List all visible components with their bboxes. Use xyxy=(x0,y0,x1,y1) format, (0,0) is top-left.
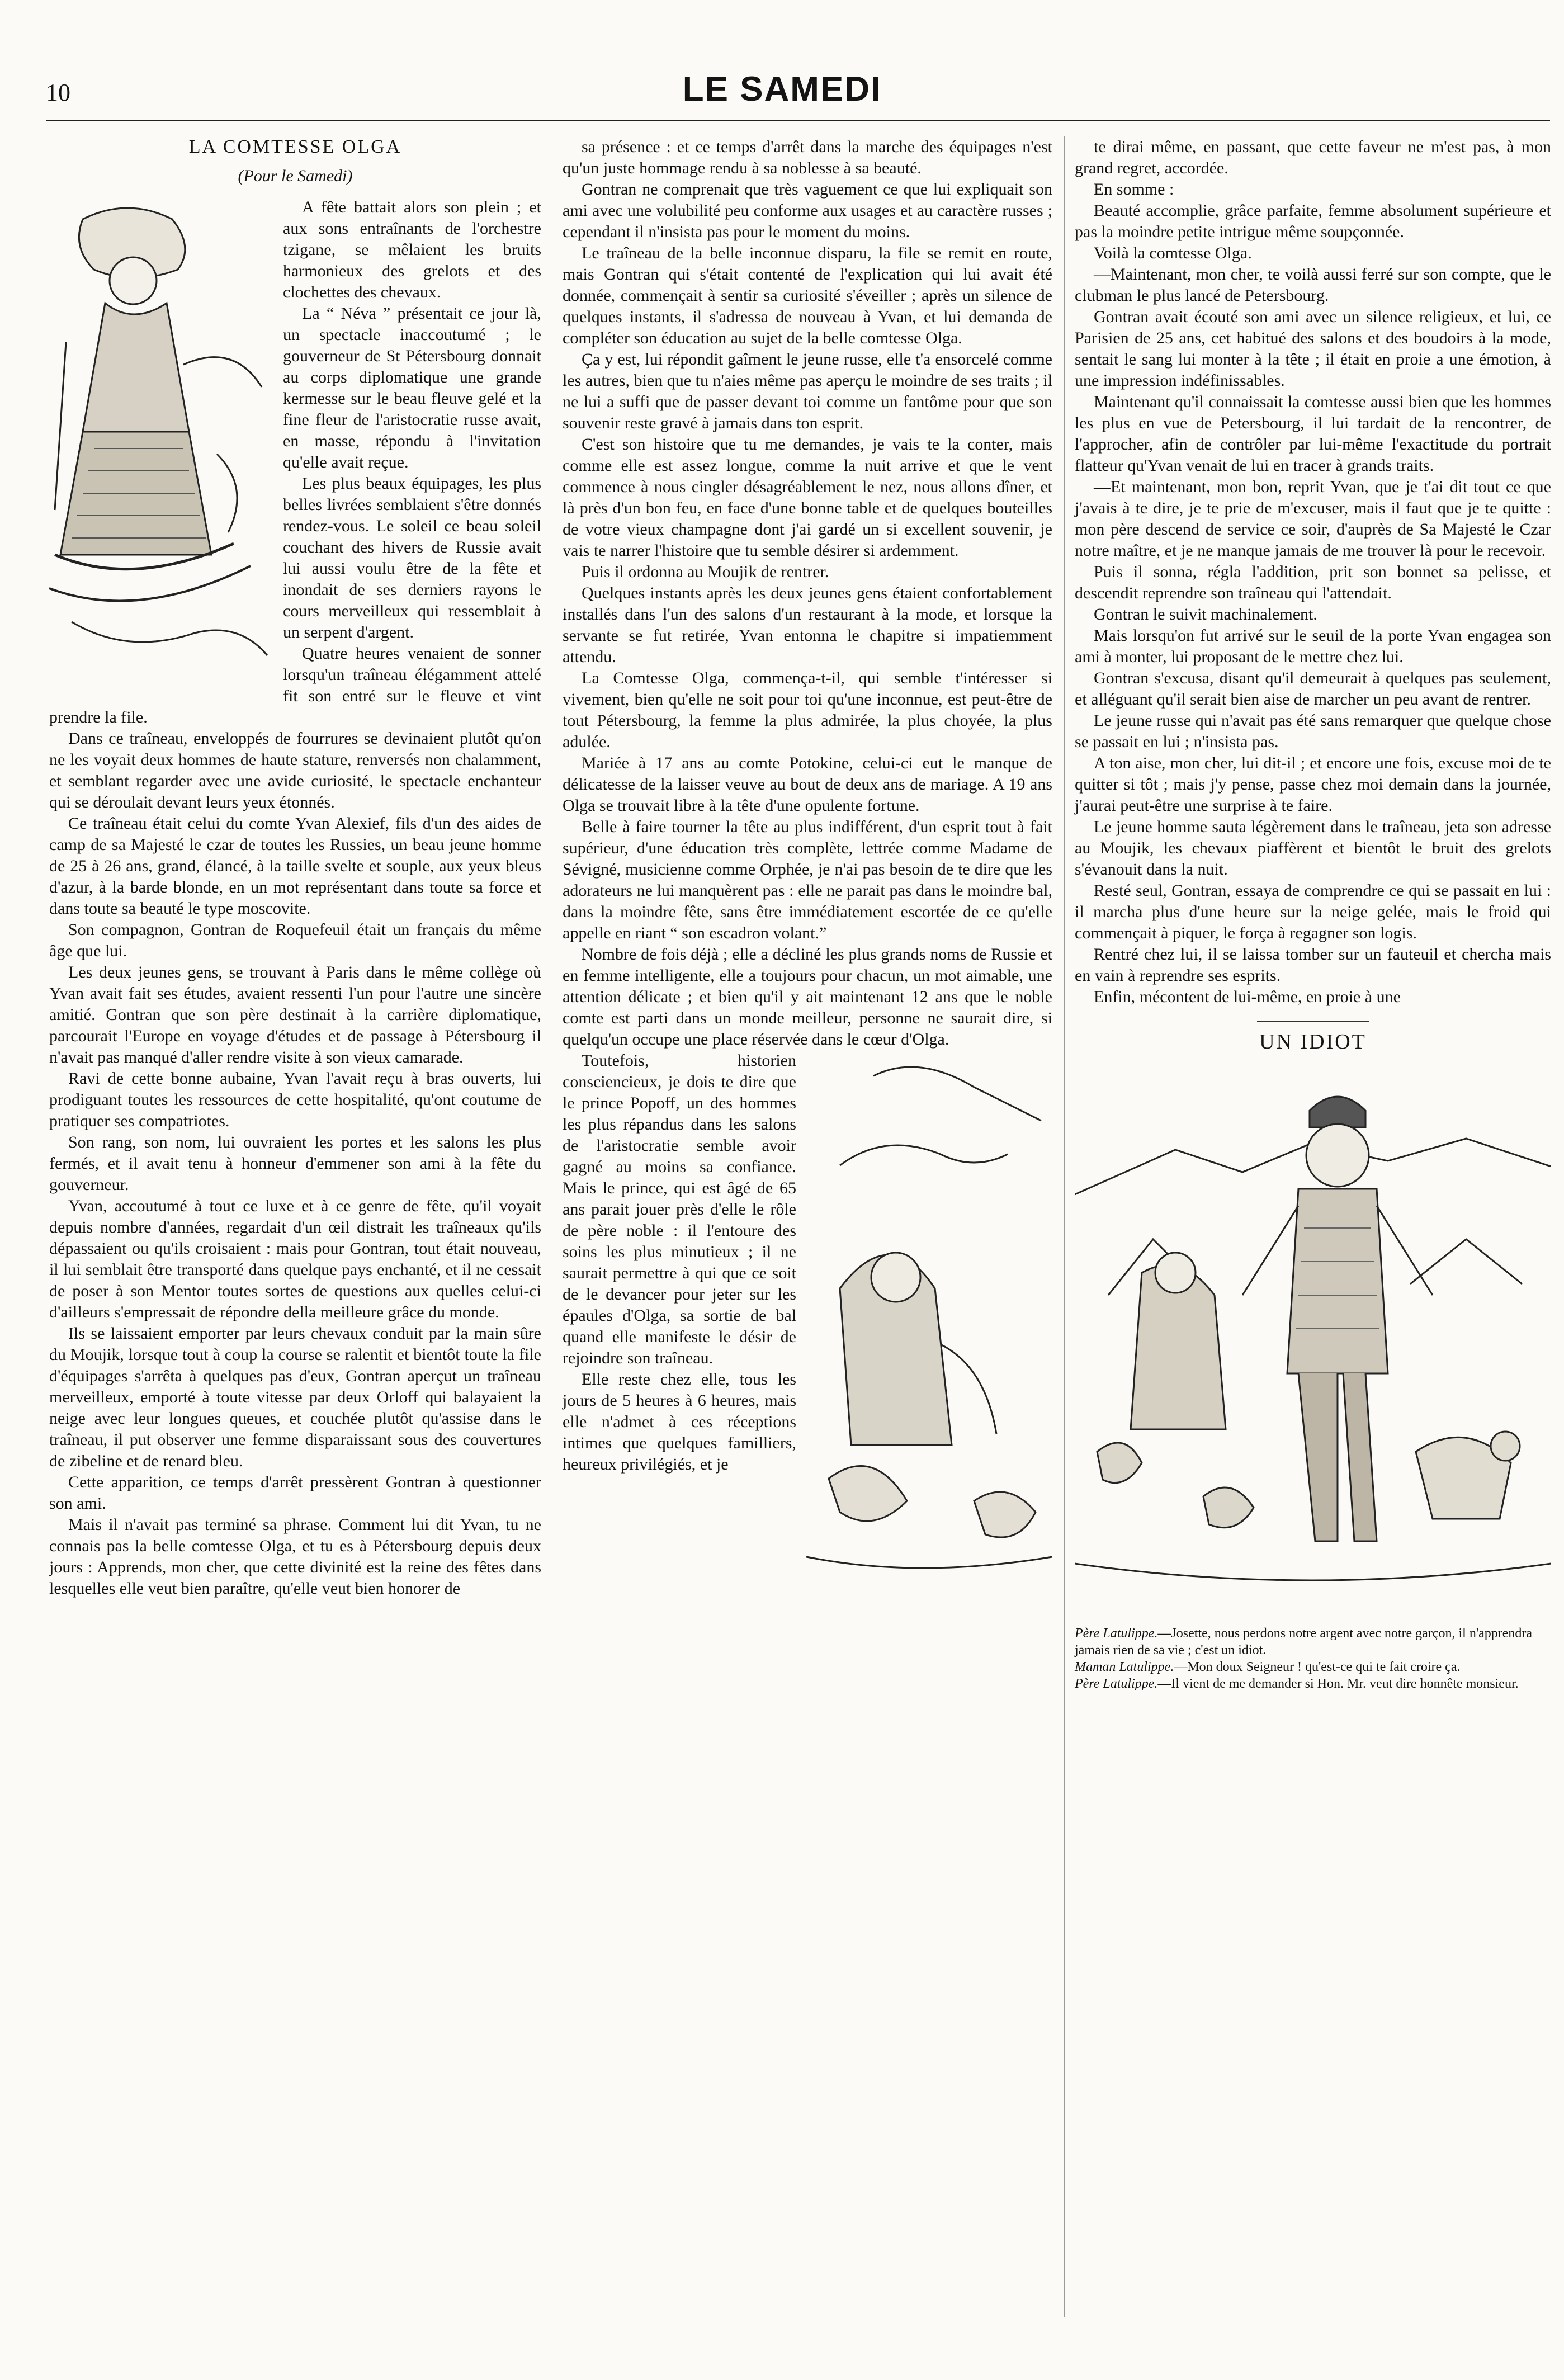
paragraph: A ton aise, mon cher, lui dit-il ; et encore une fois, excuse moi de te quitter si tôt ; mais j'y pense, passe chez moi demain dans la journée, j'aurai peut-être une surprise à te faire. xyxy=(1075,754,1551,815)
paragraph: Ravi de cette bonne aubaine, Yvan l'avait reçu à bras ouverts, lui prodiguant toutes les ressources de cette hospitalité, qu'ont coutume de pratiquer ses compatriotes. xyxy=(49,1069,541,1130)
paragraph: sa présence : et ce temps d'arrêt dans la marche des équipages n'est qu'un juste hommage rendu à sa noblesse à sa beauté. xyxy=(563,138,1052,177)
paragraph: Rentré chez lui, il se laissa tomber sur un fauteuil et chercha mais en vain à reprendre ses esprits. xyxy=(1075,945,1551,985)
paragraph: Gontran ne comprenait que très vaguement ce que lui expliquait son ami avec une volubilité peu conforme aux usages et au caractère russes ; cependant il n'insista pas pour le moment du moins. xyxy=(563,180,1052,241)
paragraph: Dans ce traîneau, enveloppés de fourrures se devinaient plutôt qu'on ne les voyait deux hommes de haute stature, renversés non chalamment, et semblant regarder avec une avide curiosité, le spectacle enchanteur qui se déroulait devant leurs yeux étonnés. xyxy=(49,729,541,811)
illustration-woman-sleigh xyxy=(49,197,273,700)
column-divider xyxy=(1064,136,1065,2317)
article-byline: (Pour le Samedi) xyxy=(238,167,353,185)
paragraph: Toutefois, historien consciencieux, je dois te dire que le prince Popoff, un des hommes les plus répandus dans les salons de l'aristocratie semble avoir gagné au moins sa confiance. Mais le prince, qui est âgé de 65 ans parait jouer près d'elle le rôle de père noble : il l'entoure des soins les plus minutieux ; il ne saurait permettre à qui que ce soit de le devancer pour jeter sur les épaules d'Olga, sa sortie de bal quand elle manifeste le désir de rejoindre son traîneau. xyxy=(563,1051,796,1367)
article-title: LA COMTESSE OLGA xyxy=(188,136,402,157)
paragraph: Le traîneau de la belle inconnue disparu, la file se remit en route, mais Gontran qui s'était contenté de l'explication qui lui avait été donnée, commençait à sentir sa curiosité s'éveiller ; après un silence de quelques instants, il s'adressa de nouveau à Yvan, et lui demanda de compléter son éducation au sujet de la belle comtesse Olga. xyxy=(563,244,1052,347)
paragraph: Quatre heures venaient de sonner lorsqu'un traîneau élégamment attelé fit son entré sur le fleuve et vint prendre la file. xyxy=(49,644,541,726)
paragraph: Gontran le suivit machinalement. xyxy=(1094,605,1317,624)
caption-speaker: Père Latulippe. xyxy=(1075,1677,1158,1691)
paragraph: Yvan, accoutumé à tout ce luxe et à ce genre de fête, qu'il voyait depuis nombre d'années, regardait d'un œil distrait les traîneaux qu'ils dépassaient ou qu'ils croisaient : mais pour Gontran, tout était nouveau, il lui semblait être transporté dans quelque pays enchanté, et il ne cessait de poser à son Mentor toutes sortes de questions aux quelles celui-ci d'ailleurs s'empressait de répondre della meilleure grâce du monde. xyxy=(49,1197,541,1321)
column-3 xyxy=(1075,136,1551,1692)
paragraph: Nombre de fois déjà ; elle a décliné les plus grands noms de Russie et en femme intelligente, elle a toujours pour chacun, un mot aimable, une attention délicate ; et bien qu'il y ait maintenant 12 ans que le noble comte est parti dans un monde meilleur, personne ne saurait dire, si quelqu'un occupe une place réservée dans le cœur d'Olga. xyxy=(563,945,1052,1049)
caption-line xyxy=(1075,1675,1551,1692)
paragraph: Les deux jeunes gens, se trouvant à Paris dans le même collège où Yvan avait fait ses études, avaient ressenti l'un pour l'autre une sincère amitié. Gontran que son père destinait à la carrière diplomatique, parcourait l'Europe en voyage d'études et de passage à Pétersbourg il n'avait pas manqué d'aller rendre visite à son vieux camarade. xyxy=(49,963,541,1066)
masthead: LE SAMEDI xyxy=(682,70,882,108)
paragraph: La Comtesse Olga, commença-t-il, qui semble t'intéresser si vivement, bien qu'elle ne soit pour toi qu'une inconnue, est peut-être de tout Pétersbourg, la femme la plus admirée, la plus choyée, la plus adulée. xyxy=(563,669,1052,751)
cartoon-illustration xyxy=(1075,1060,1551,1625)
paragraph: Enfin, mécontent de lui-même, en proie à une xyxy=(1094,988,1401,1006)
paragraph: Maintenant qu'il connaissait la comtesse aussi bien que les hommes les plus en vue de Petersbourg, il lui tardait de la rencontrer, de l'approcher, afin de contrôler par lui-même l'exactitude du portrait flatteur qu'Yvan venait de lui en tracer à grands traits. xyxy=(1075,393,1551,475)
paragraph: —Et maintenant, mon bon, reprit Yvan, que je t'ai dit tout ce que j'avais à te dire, je te prie de m'excuser, mais il faut que je te quitte : mon père descend de service ce soir, d'auprès de Sa Majesté le Czar notre maître, et je ne manque jamais de me trouver là pour le recevoir. xyxy=(1075,478,1551,560)
paragraph: Ils se laissaient emporter par leurs chevaux conduit par la main sûre du Moujik, lorsque tout à coup la course se ralentit et bientôt toute la file d'équipages s'arrêta à quelques pas d'eux, Gontran aperçut un traîneau merveilleux, emporté à toute vitesse par deux Orloff qui balayaient la neige avec leur longues queues, et couchée plutôt qu'assise dans le traîneau, il put observer une femme disparaissant sous des couvertures de zibeline et de renard bleu. xyxy=(49,1324,541,1470)
paragraph: Mais il n'avait pas terminé sa phrase. Comment lui dit Yvan, tu ne connais pas la belle comtesse Olga, et tu es à Pétersbourg depuis deux jours : Apprends, mon cher, que cette divinité est la reine des fêtes dans lesquelles elle veut bien paraître, qu'elle veut bien honorer de xyxy=(49,1515,541,1598)
paragraph: Elle reste chez elle, tous les jours de 5 heures à 6 heures, mais elle n'admet à ces réceptions intimes que quelques familliers, heureux privilégiés, et je xyxy=(563,1370,796,1474)
paragraph: Gontran s'excusa, disant qu'il demeurait à quelques pas seulement, et alléguant qu'il serait bien aise de marcher un peu avant de rentrer. xyxy=(1075,669,1551,709)
paragraph: Quelques instants après les deux jeunes gens étaient confortablement installés dans l'un des salons d'un restaurant à la mode, et lorsque la servante se fut retirée, Yvan entonna le chapitre si impatiemment attendu. xyxy=(563,584,1052,666)
illustration-cartoon-left-part xyxy=(806,1054,1052,1602)
paragraph: Son compagnon, Gontran de Roquefeuil était un français du même âge que lui. xyxy=(49,920,541,960)
paragraph: La “ Néva ” présentait ce jour là, un spectacle inaccoutumé ; le gouverneur de St Pétersbourg donnait au corps diplomatique une grande kermesse sur le beau fleuve gelé et la fine fleur de l'aristocratie russe avait, en masse, répondu à l'invitation qu'elle avait reçue. xyxy=(283,304,541,471)
caption-text: —Josette, nous perdons notre argent avec notre garçon, il n'apprendra jamais rien de sa vie ; c'est un idiot. xyxy=(1075,1626,1533,1658)
paragraph: Gontran avait écouté son ami avec un silence religieux, et lui, ce Parisien de 25 ans, cet habitué des salons et des boudoirs à la mode, sentait le sang lui monter à la tête ; il était en proie a une émotion, à une impression indéfinissables. xyxy=(1075,308,1551,390)
caption-speaker: Père Latulippe. xyxy=(1075,1626,1158,1641)
caption-text: —Il vient de me demander si Hon. Mr. veut dire honnête monsieur. xyxy=(1157,1677,1519,1691)
paragraph: En somme : xyxy=(1094,180,1174,199)
paragraph: te dirai même, en passant, que cette faveur ne m'est pas, à mon grand regret, accordée. xyxy=(1075,138,1551,177)
caption-line xyxy=(1075,1659,1551,1675)
paragraph: —Maintenant, mon cher, te voilà aussi ferré sur son compte, que le clubman le plus lancé de Petersbourg. xyxy=(1075,265,1551,305)
paragraph: Voilà la comtesse Olga. xyxy=(1094,244,1252,262)
paragraph: Resté seul, Gontran, essaya de comprendre ce qui se passait en lui : il marcha plus d'une heure sur la neige gelée, mais le froid qui commençait à piquer, le força à regagner son logis. xyxy=(1075,881,1551,942)
caption-line xyxy=(1075,1625,1551,1659)
section-separator xyxy=(1257,1021,1369,1022)
paragraph: Mais lorsqu'on fut arrivé sur le seuil de la porte Yvan engagea son ami à monter, lui proposant de le mettre chez lui. xyxy=(1075,626,1551,666)
paragraph: A fête battait alors son plein ; et aux sons entraînants de l'orchestre tzigane, se mêlaient les bruits harmonieux des grelots et des clochettes des chevaux. xyxy=(283,198,541,301)
paragraph: Le jeune russe qui n'avait pas été sans remarquer que quelque chose se passait en lui ; n'insista pas. xyxy=(1075,711,1551,751)
cartoon-title: UN IDIOT xyxy=(1259,1030,1367,1054)
paragraph: Ça y est, lui répondit gaîment le jeune russe, elle t'a ensorcelé comme les autres, bien que tu n'aies même pas aperçu le moindre de ses traits ; il ne lui a suffi que de passer devant toi comme un fantôme pour que son souvenir reste gravé à jamais dans ton esprit. xyxy=(563,350,1052,432)
page-number: 10 xyxy=(46,79,70,106)
paragraph: Belle à faire tourner la tête au plus indifférent, d'un esprit tout à fait supérieur, d'une éducation très complète, lettrée comme Madame de Sévigné, musicienne comme Orphée, je n'ai pas besoin de te dire que les adorateurs ne lui manquèrent pas : elle ne parait pas dans le moindre bal, dans la moindre fête, sans être immédiatement escortée de ce qu'elle appelle en riant “ son escadron volant.” xyxy=(563,818,1052,942)
paragraph: Puis il sonna, régla l'addition, prit son bonnet sa pelisse, et descendit reprendre son traîneau qui l'attendait. xyxy=(1075,563,1551,602)
column-2 xyxy=(563,136,1052,1605)
paragraph: Puis il ordonna au Moujik de rentrer. xyxy=(582,563,829,581)
paragraph: Cette apparition, ce temps d'arrêt pressèrent Gontran à questionner son ami. xyxy=(49,1473,541,1513)
caption-speaker: Maman Latulippe. xyxy=(1075,1660,1174,1674)
paragraph: Son rang, son nom, lui ouvraient les portes et les salons les plus fermés, et il avait tenu à honneur d'emmener son ami à la fête du gouverneur. xyxy=(49,1133,541,1194)
caption-text: —Mon doux Seigneur ! qu'est-ce qui te fait croire ça. xyxy=(1174,1660,1461,1674)
paragraph: Les plus beaux équipages, les plus belles livrées semblaient s'être donnés rendez-vous. Le soleil ce beau soleil couchant des hivers de Russie avait lui aussi voulu être de la fête et inondait de ses derniers rayons le cours merveilleux qui ressemblait à un serpent d'argent. xyxy=(283,474,541,641)
paragraph: Le jeune homme sauta légèrement dans le traîneau, jeta son adresse au Moujik, les chevaux piaffèrent et bientôt le bruit des grelots s'évanouit dans la nuit. xyxy=(1075,818,1551,879)
paragraph: Mariée à 17 ans au comte Potokine, celui-ci eut le manque de délicatesse de la laisser veuve au bout de deux ans de mariage. A 19 ans Olga se trouvait libre à la tête d'une opulente fortune. xyxy=(563,754,1052,815)
column-1 xyxy=(49,136,541,1599)
header-rule xyxy=(46,120,1550,121)
paragraph: Ce traîneau était celui du comte Yvan Alexief, fils d'un des aides de camp de sa Majesté le czar de toutes les Russies, un beau jeune homme de 25 à 26 ans, grand, élancé, à la taille svelte et souple, aux yeux bleus d'azur, à la barde blonde, en un mot représentant dans toute sa force et dans toute sa beauté le type moscovite. xyxy=(49,814,541,918)
paragraph: C'est son histoire que tu me demandes, je vais te la conter, mais comme elle est assez longue, comme la nuit arrive et que le vent commence à nous cingler désagréablement le nez, nous allons dîner, et là près d'un bon feu, en face d'une bonne table et de quelques bouteilles de votre vieux champagne dont j'ai gardé un si excellent souvenir, je vais te narrer l'histoire que tu semble désirer si ardemment. xyxy=(563,435,1052,560)
paragraph: Beauté accomplie, grâce parfaite, femme absolument supérieure et pas la moindre petite intrigue même soupçonnée. xyxy=(1075,201,1551,241)
